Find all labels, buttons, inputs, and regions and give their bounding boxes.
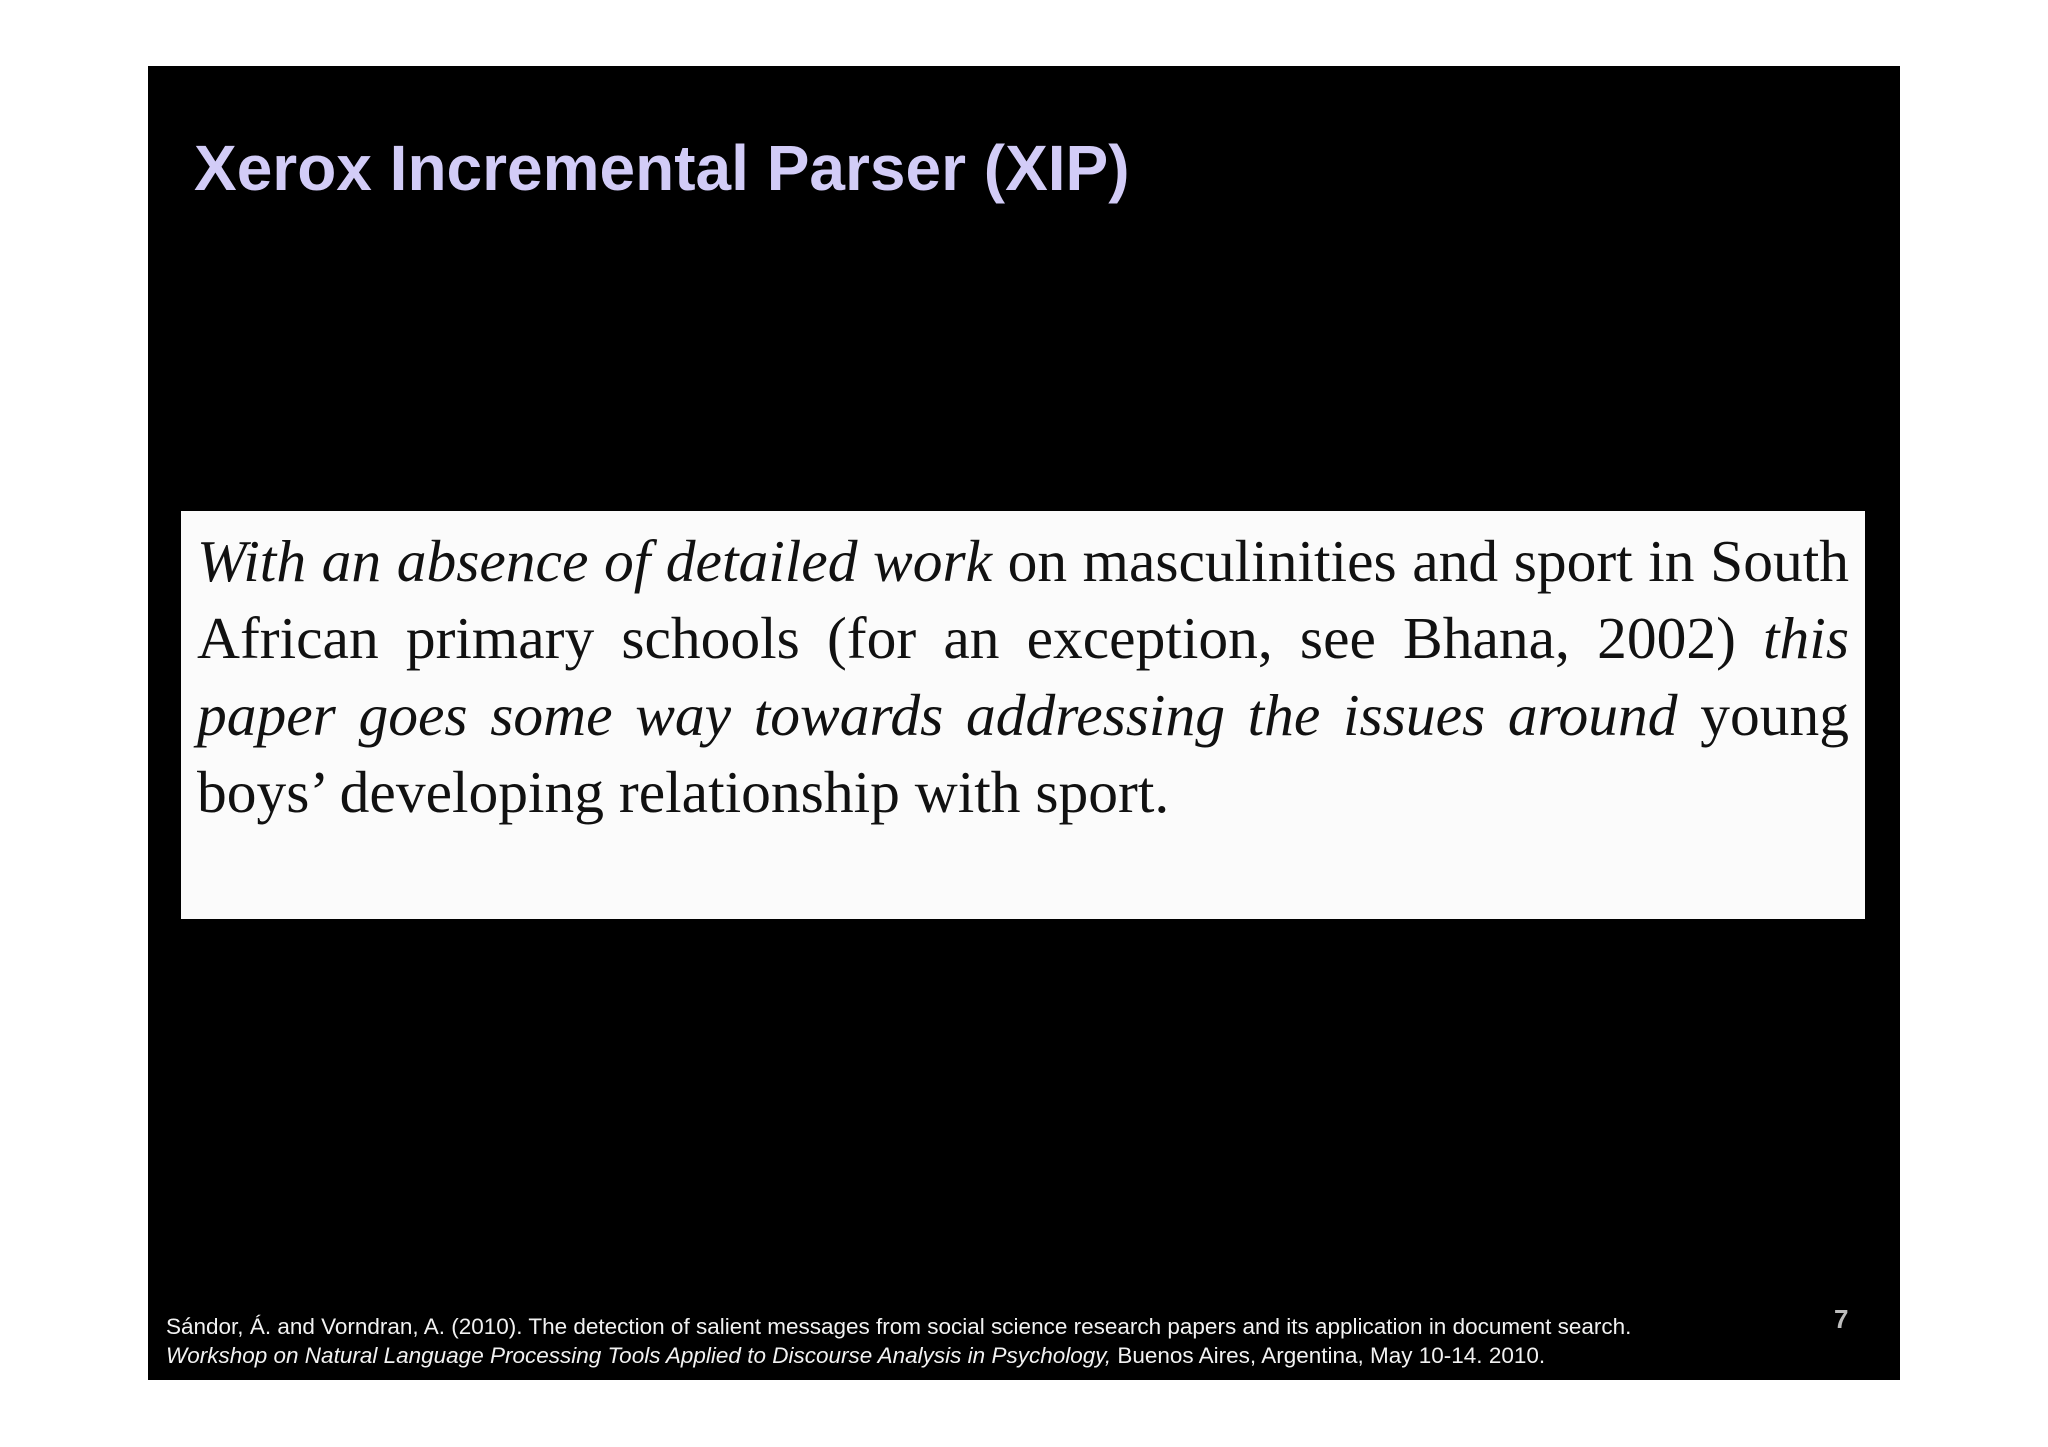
page-number: 7 xyxy=(1834,1304,1849,1334)
quote-segment-italic: With an absence of detailed work xyxy=(197,528,993,594)
quote-segment-roman: on masculinities and sport in South African primary schools (for an exception, see Bhana, 2002) xyxy=(197,528,1849,671)
citation xyxy=(166,1312,1631,1370)
quote-text xyxy=(197,523,1849,831)
citation-line-1: Sándor, Á. and Vorndran, A. (2010). The detection of salient messages from social science research papers and its application in document search. xyxy=(166,1314,1632,1339)
citation-location-date: Buenos Aires, Argentina, May 10-14. 2010. xyxy=(1111,1343,1546,1368)
quote-segment-roman: young boys’ developing relationship with sport. xyxy=(197,682,1849,825)
citation-venue: Workshop on Natural Language Processing Tools Applied to Discourse Analysis in Psychology, xyxy=(166,1343,1112,1368)
slide xyxy=(148,66,1900,1380)
quote-segment-italic: this paper goes some way towards addressing the issues around xyxy=(197,605,1849,748)
quote-excerpt-image xyxy=(181,511,1865,919)
slide-title: Xerox Incremental Parser (XIP) xyxy=(194,132,1130,204)
